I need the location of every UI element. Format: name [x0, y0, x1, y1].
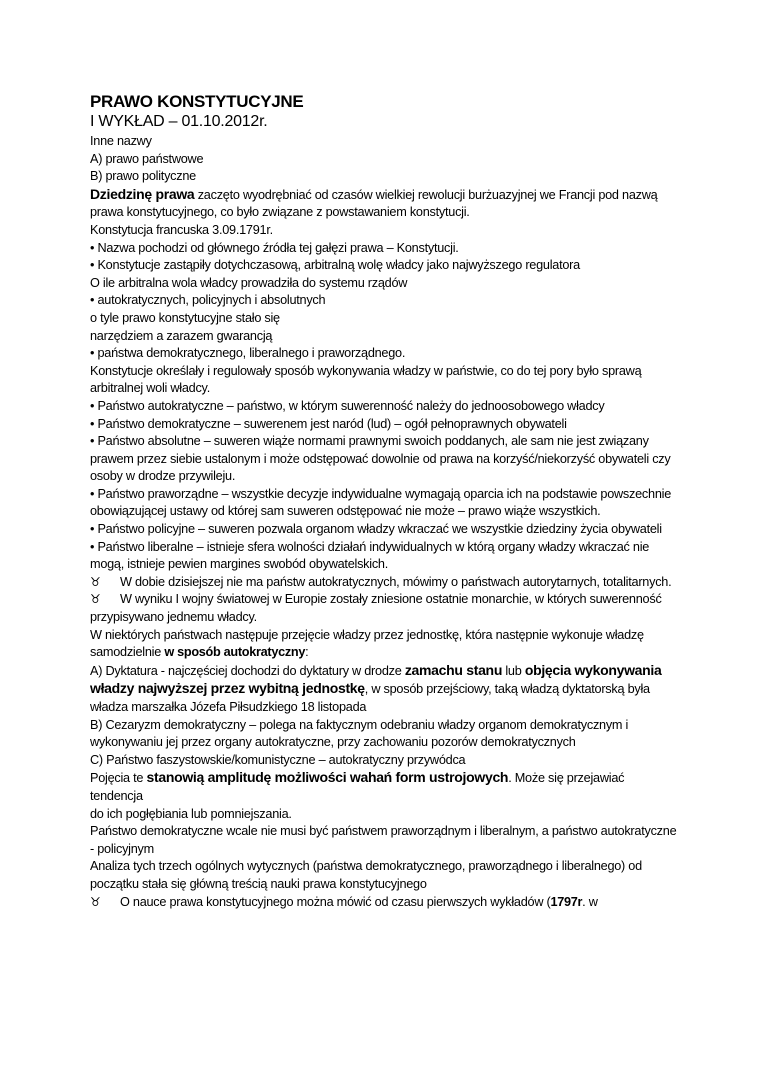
bullet-item: • państwa demokratycznego, liberalnego i praworządnego. [90, 345, 680, 363]
document-title: PRAWO KONSTYTUCYJNE [90, 92, 304, 111]
bullet-item: • Nazwa pochodzi od głównego źródła tej gałęzi prawa – Konstytucji. [90, 240, 680, 258]
bullet-item: • Państwo policyjne – suweren pozwala organom władzy wkraczać we wszystkie dziedziny życia obywateli [90, 521, 680, 539]
paragraph-pojecia: Pojęcia te stanowią amplitudę możliwości wahań form ustrojowych. Może się przejawiać tendencja [90, 769, 625, 803]
text-line: Inne nazwy [90, 134, 152, 148]
taurus-symbol-icon: ♉ [90, 574, 101, 589]
bold-phrase: Dziedzinę prawa [90, 185, 195, 202]
taurus-symbol-icon: ♉ [90, 592, 101, 607]
text-line: do ich pogłębiania lub pomniejszania. [90, 806, 292, 821]
text-line: O ile arbitralna wola władcy prowadziła do systemu rządów [90, 275, 408, 290]
text-line: narzędziem a zarazem gwarancją [90, 328, 273, 343]
taurus-symbol-icon: ♉ [90, 894, 101, 909]
bullet-item: • Państwo absolutne – suweren wiąże normami prawnymi swoich poddanych, ale sam nie jest związany prawem przez siebie ustalonym i może odstępować dowolnie od prawa na korzyść/niekorzyść obywateli czy osoby w drodze przywileju. [90, 433, 680, 486]
bullet-item: • Państwo autokratyczne – państwo, w którym suwerenność należy do jednoosobowego władcy [90, 398, 680, 416]
text-line: Konstytucja francuska 3.09.1791r. [90, 222, 273, 237]
bold-phrase: stanowią amplitudę możliwości wahań form ustrojowych [146, 769, 509, 786]
bullet-item: • Państwo liberalne – istnieje sfera wolności działań indywidualnych w którą organy władzy wkraczać nie mogą, istnieje pewien margines swobód obywatelskich. [90, 539, 680, 574]
bullet-item: • Konstytucje zastąpiły dotychczasową, arbitralną wolę władcy jako najwyższego regulatora [90, 257, 680, 275]
bold-phrase: 1797r [550, 894, 583, 909]
document-page [90, 92, 680, 911]
bullet-item: • Państwo demokratyczne – suwerenem jest naród (lud) – ogół pełnoprawnych obywateli [90, 416, 680, 434]
bullet-item: • autokratycznych, policyjnych i absolutnych [90, 292, 680, 310]
bold-phrase: zamachu stanu [404, 661, 503, 678]
bold-phrase: w sposób autokratyczny [164, 645, 306, 660]
text-line: o tyle prawo konstytucyjne stało się [90, 310, 280, 325]
text-line: A) prawo państwowe [90, 151, 204, 166]
symbol-item: ♉ W dobie dzisiejszej nie ma państw autokratycznych, mówimy o państwach autorytarnych, totalitarnych. [90, 574, 680, 592]
paragraph-cezaryzm: B) Cezaryzm demokratyczny – polega na faktycznym odebraniu władzy organom demokratycznym i wykonywaniu jej przez organy autokratyczne, przy zachowaniu pozorów demokratycznych [90, 717, 629, 750]
text-line: C) Państwo faszystowskie/komunistyczne – autokratyczny przywódca [90, 752, 466, 767]
bold-phrase: objęcia wykonywania władzy najwyższej przez wybitną jednostkę [90, 661, 662, 697]
paragraph-dziedzina: Dziedzinę prawa zaczęto wyodrębniać od czasów wielkiej rewolucji burżuazyjnej we Francji pod nazwą prawa konstytucyjnego, co było związane z powstawaniem konstytucji. [90, 185, 658, 220]
paragraph-przejecie: W niektórych państwach następuje przejęcie władzy przez jednostkę, która następnie wykonuje władzę samodzielnie w sposób autokratyczny: [90, 627, 644, 660]
text-line: B) prawo polityczne [90, 169, 196, 184]
lecture-date: I WYKŁAD – 01.10.2012r. [90, 113, 268, 130]
symbol-item: ♉ W wyniku I wojny światowej w Europie zostały zniesione ostatnie monarchie, w których suwerenność przypisywano jednemu władcy. [90, 592, 662, 625]
symbol-item: ♉ O nauce prawa konstytucyjnego można mówić od czasu pierwszych wykładów (1797r. w [90, 894, 680, 912]
paragraph-dyktatura: A) Dyktatura - najczęściej dochodzi do dyktatury w drodze zamachu stanu lub objęcia wykonywania władzy najwyższej przez wybitną jednostkę, w sposób przejściowy, taką władzą dyktatorską była władza marszałka Józefa Piłsudzkiego 18 listopada [90, 661, 662, 714]
bullet-item: • Państwo praworządne – wszystkie decyzje indywidualne wymagają oparcia ich na podstawie powszechnie obowiązującej ustawy od której sam suweren odstępować nie może – prawo wiąże wszystkich. [90, 486, 680, 521]
paragraph: Państwo demokratyczne wcale nie musi być państwem praworządnym i liberalnym, a państwo autokratyczne - policyjnym [90, 824, 677, 856]
paragraph: Analiza tych trzech ogólnych wytycznych (państwa demokratycznego, praworządnego i liberalnego) od początku stała się główną treścią nauki prawa konstytucyjnego [90, 859, 642, 891]
text-line: Konstytucje określały i regulowały sposób wykonywania władzy w państwie, co do tej pory było sprawą arbitralnej woli władcy. [90, 363, 642, 396]
